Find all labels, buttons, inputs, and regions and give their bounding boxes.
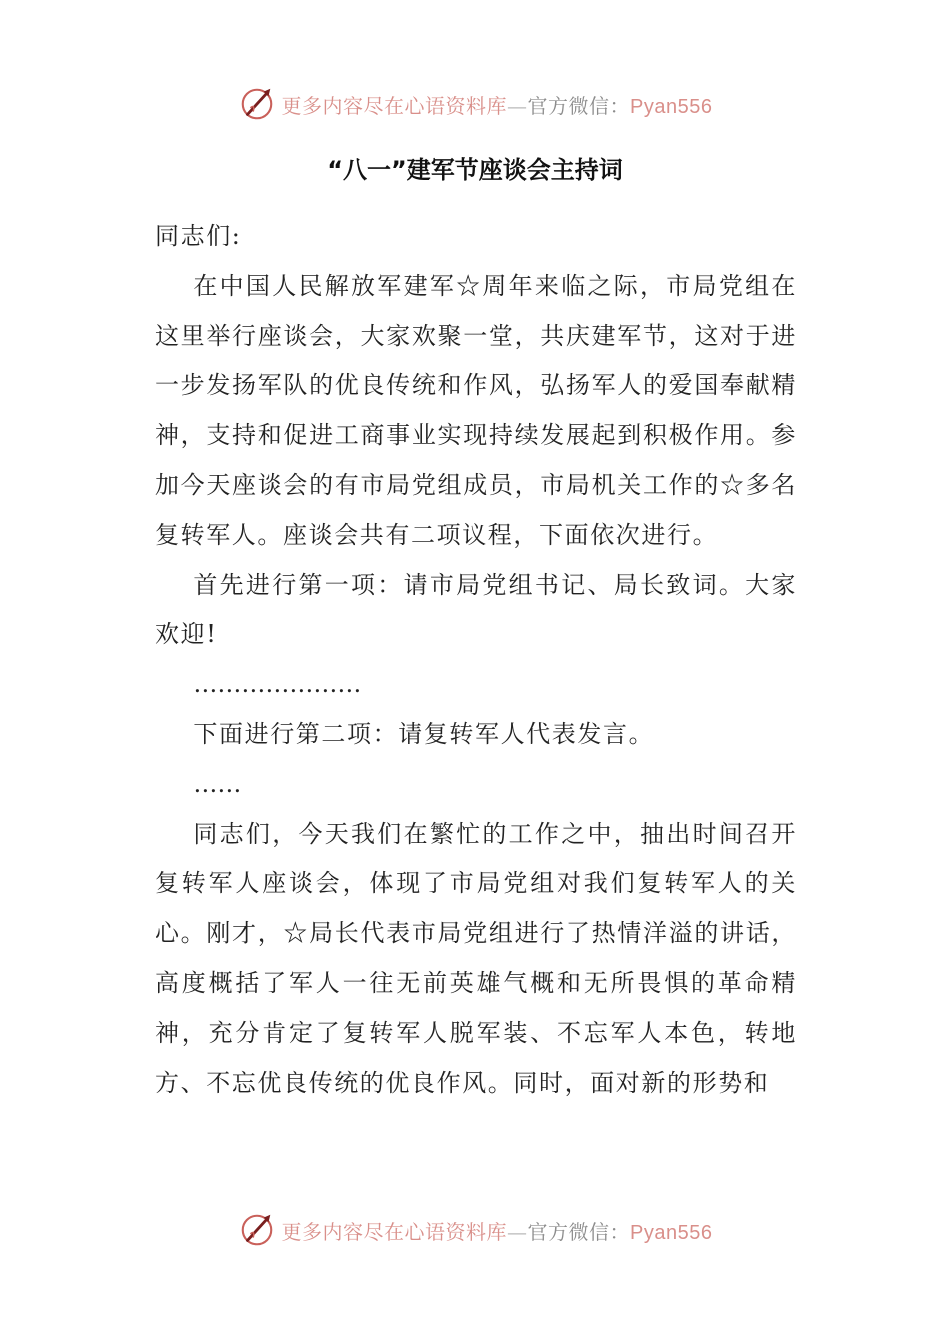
watermark-text: 更多内容尽在心语资料库—官方微信：Pyan556 [281, 1219, 713, 1244]
ellipsis-paragraph: …… [193, 769, 242, 798]
body-paragraph: 首先进行第一项：请市局党组书记、局长致词。大家欢迎! [155, 570, 797, 649]
pen-nib-logo-icon [238, 85, 276, 123]
ellipsis-paragraph: ………………… [193, 670, 362, 699]
header-watermark [0, 84, 950, 124]
document-title: “八一”建军节座谈会主持词 [327, 156, 623, 184]
body-paragraph: 下面进行第二项：请复转军人代表发言。 [193, 719, 655, 748]
pen-nib-logo-icon [238, 1211, 276, 1249]
body-paragraph: 同志们，今天我们在繁忙的工作之中，抽出时间召开复转军人座谈会，体现了市局党组对我们复转军人的关心。刚才，☆局长代表市局党组进行了热情洋溢的讲话，高度概括了军人一往无前英雄气概和无所畏惧的革命精神，充分肯定了复转军人脱军装、不忘军人本色，转地方、不忘优良传统的优良作风。同时，面对新的形势和 [155, 819, 797, 1097]
body-paragraph: 在中国人民解放军建军☆周年来临之际，市局党组在这里举行座谈会，大家欢聚一堂，共庆建军节，这对于进一步发扬军队的优良传统和作风，弘扬军人的爱国奉献精神，支持和促进工商事业实现持续发展起到积极作用。参加今天座谈会的有市局党组成员，市局机关工作的☆多名复转军人。座谈会共有二项议程，下面依次进行。 [155, 271, 797, 549]
salutation-paragraph: 同志们: [155, 222, 242, 250]
watermark-text: 更多内容尽在心语资料库—官方微信：Pyan556 [281, 93, 713, 118]
footer-watermark [0, 1210, 950, 1250]
document-body [155, 212, 797, 1108]
